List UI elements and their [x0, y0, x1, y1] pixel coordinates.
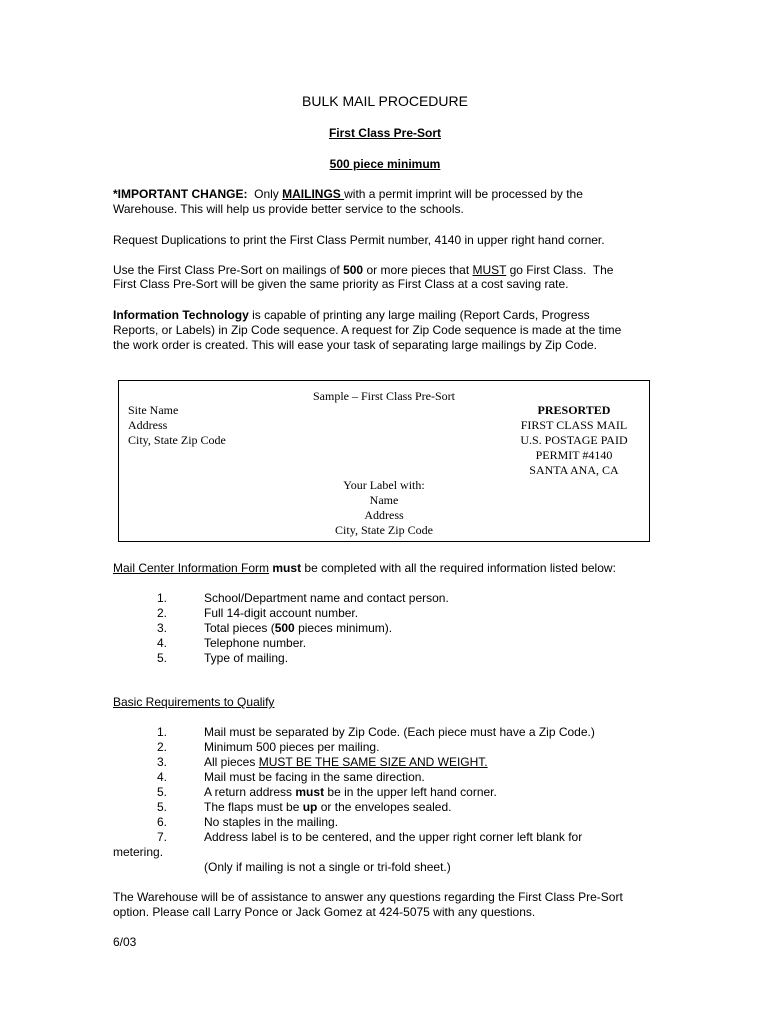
mail-center-intro: Mail Center Information Form must be completed with all the required information listed below: — [113, 561, 616, 575]
important-change-line2: Warehouse. This will help us provide better service to the schools. — [113, 202, 464, 216]
info-tech-line3: the work order is created. This will ease your task of separating large mailings by Zip Code. — [113, 338, 598, 352]
permit-class: FIRST CLASS MAIL — [520, 418, 628, 432]
mailings-emphasis: MAILINGS — [282, 187, 345, 201]
closing-line2: option. Please call Larry Ponce or Jack Gomez at 424-5075 with any questions. — [113, 905, 536, 919]
document-title: BULK MAIL PROCEDURE — [302, 93, 468, 109]
list-item: Type of mailing. — [204, 651, 289, 665]
permit-postage: U.S. POSTAGE PAID — [520, 433, 628, 447]
label-address: Address — [364, 508, 404, 522]
subtitle-first-class: First Class Pre-Sort — [328, 126, 442, 140]
list-item: Telephone number. — [204, 636, 307, 650]
sample-title: Sample – First Class Pre-Sort — [312, 389, 455, 403]
label-city: City, State Zip Code — [335, 523, 433, 537]
important-change-line1: *IMPORTANT CHANGE: Only MAILINGS with a permit imprint will be processed by the — [113, 187, 583, 201]
label-heading: Your Label with: — [343, 478, 425, 492]
metering-continuation: metering. — [113, 845, 164, 859]
return-address-city: City, State Zip Code — [128, 433, 226, 447]
list-item: No staples in the mailing. — [204, 815, 339, 829]
permit-location: SANTA ANA, CA — [529, 463, 619, 477]
tri-fold-note: (Only if mailing is not a single or tri-fold sheet.) — [204, 860, 451, 874]
list-item: Address label is to be centered, and the upper right corner left blank for — [204, 830, 583, 844]
list-number: 2. — [156, 606, 167, 620]
list-number: 3. — [156, 621, 167, 635]
basic-requirements-heading: Basic Requirements to Qualify — [113, 695, 275, 709]
info-tech-line2: Reports, or Labels) in Zip Code sequence. A request for Zip Code sequence is made at the time — [113, 323, 622, 337]
list-number: 4. — [156, 770, 167, 784]
subtitle-minimum: 500 piece minimum — [329, 157, 441, 171]
label-name: Name — [369, 493, 399, 507]
list-number: 1. — [156, 591, 167, 605]
mail-center-form-link: Mail Center Information Form — [113, 561, 270, 575]
permit-number: PERMIT #4140 — [535, 448, 613, 462]
list-item: Mail must be separated by Zip Code. (Each piece must have a Zip Code.) — [204, 725, 595, 739]
list-number: 5. — [156, 800, 167, 814]
request-duplications: Request Duplications to print the First Class Permit number, 4140 in upper right hand corner. — [113, 233, 605, 247]
return-address-line: Address — [128, 418, 168, 432]
list-number: 7. — [156, 830, 167, 844]
list-item: A return address must be in the upper left hand corner. — [204, 785, 497, 799]
list-number: 1. — [156, 725, 167, 739]
list-item: Mail must be facing in the same direction. — [204, 770, 425, 784]
must-emphasis: MUST — [472, 263, 507, 277]
return-address-site: Site Name — [128, 403, 179, 417]
list-item: All pieces MUST BE THE SAME SIZE AND WEIGHT. — [204, 755, 488, 769]
list-number: 6. — [156, 815, 167, 829]
permit-presorted: PRESORTED — [537, 403, 611, 417]
use-first-class-line2: First Class Pre-Sort will be given the same priority as First Class at a cost saving rate. — [113, 277, 569, 291]
list-number: 5. — [156, 785, 167, 799]
list-number: 3. — [156, 755, 167, 769]
info-tech-line1: Information Technology is capable of printing any large mailing (Report Cards, Progress — [113, 308, 590, 322]
list-item: School/Department name and contact person. — [204, 591, 449, 605]
revision-date: 6/03 — [113, 935, 137, 949]
use-first-class-line1: Use the First Class Pre-Sort on mailings of 500 or more pieces that MUST go First Class. The — [113, 263, 614, 277]
important-label: *IMPORTANT CHANGE: — [113, 187, 248, 201]
list-item: Minimum 500 pieces per mailing. — [204, 740, 380, 754]
list-number: 5. — [156, 651, 167, 665]
list-number: 4. — [156, 636, 167, 650]
list-number: 2. — [156, 740, 167, 754]
list-item: Full 14-digit account number. — [204, 606, 359, 620]
list-item: The flaps must be up or the envelopes sealed. — [204, 800, 452, 814]
list-item: Total pieces (500 pieces minimum). — [204, 621, 393, 635]
sample-envelope-box — [118, 380, 650, 542]
closing-line1: The Warehouse will be of assistance to answer any questions regarding the First Class Pre-Sort — [113, 890, 623, 904]
